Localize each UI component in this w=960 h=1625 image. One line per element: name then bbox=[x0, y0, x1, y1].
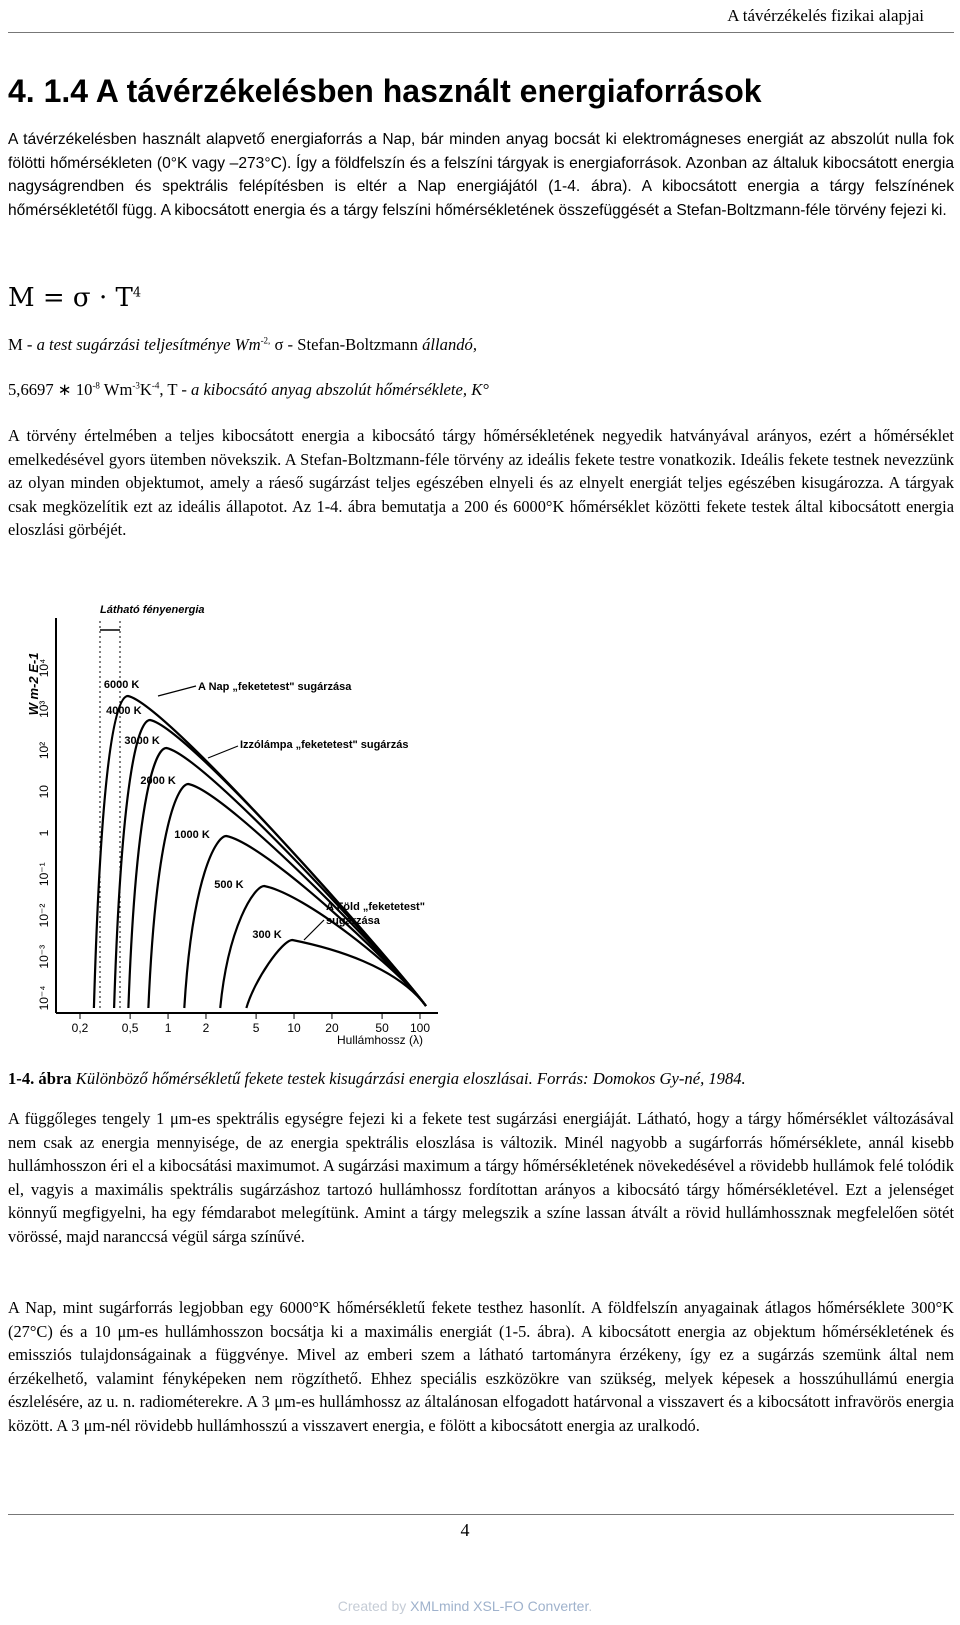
x-axis-label: Hullámhossz (λ) bbox=[336, 1033, 424, 1047]
footer-suffix: . bbox=[588, 1598, 593, 1614]
earth-annotation-line2: sugárzása bbox=[326, 915, 380, 927]
y-tick-label: 10² bbox=[37, 741, 51, 760]
generator-footer bbox=[0, 1598, 930, 1614]
y-tick-label: 10⁴ bbox=[37, 658, 51, 678]
curve-label: 1000 K bbox=[174, 829, 210, 841]
law-paragraph: A törvény értelmében a teljes kibocsátott energia a kibocsátó tárgy hőmérsékletének negyedik hatványával arányos, ezért a hőmérséklet emelkedésével gyors ütemben növekszik. A Stefan-Boltzmann-féle törvény az ideális fekete testre vonatkozik. Ideális fekete testnek nevezzünk az olyan minden objektumot, amely a ráeső sugárzást teljes egészében elnyeli és az elnyelt energiát teljes egészében kisugározza. A tárgyak csak megközelítik ezt az ideális állapotot. Az 1-4. ábra bemutatja a 200 és 6000°K hőmérséklet közötti fekete testek által kibocsátott energia eloszlási görbéjét. bbox=[8, 426, 954, 540]
stefan-boltzmann-formula bbox=[8, 283, 141, 313]
curve-label: 3000 K bbox=[124, 735, 160, 747]
visible-band-label: Látható fényenergia bbox=[100, 604, 205, 616]
m-description: a test sugárzási teljesítménye Wm bbox=[36, 335, 261, 354]
figure-caption-text: Különböző hőmérsékletű fekete testek kisugárzási energia eloszlásai. Forrás: Domokos Gy-né, 1984. bbox=[75, 1069, 746, 1088]
unit-w: Wm bbox=[99, 380, 133, 399]
formula-base: M = σ · T bbox=[8, 283, 133, 313]
curve-label: 6000 K bbox=[103, 679, 140, 691]
explanation-paragraph: A függőleges tengely 1 μm-es spektrális egységre fejezi ki a fekete test sugárzási energiáját. Látható, hogy a tárgy hőmérséklet változásával nem csak az energia mennyisége, de az energia spektrális eloszlása is változik. Minél nagyobb a sugárforrás hőmérséklete, annál kisebb hullámhosszon éri el a kibocsátási maximumot. A sugárzási maximum a tárgy hőmérsékletének növekedésével a rövidebb hullámok felé tolódik el, vagyis a maximális spektrális sugárzáshoz tartozó hullámhossz fordítottan arányos a kibocsátó tárgy hőmérsékletével. Ezt a jelenséget könnyű megfigyelni, ha egy fémdarabot melegítünk. Amint a tárgy melegszik a színe lassan átvált a rövid hullámhossznak megfelelően sötét vörössé, majd naranccsá végül sárga színűvé. bbox=[8, 1109, 954, 1246]
y-tick-labels bbox=[37, 659, 51, 1011]
section-heading: 4. 1.4 A távérzékelésben használt energiaforrások bbox=[8, 73, 762, 109]
t-symbol: , T - bbox=[159, 380, 191, 399]
x-tick-label: 50 bbox=[375, 1021, 389, 1035]
x-tick-label: 100 bbox=[409, 1021, 431, 1035]
curve-2000k bbox=[148, 784, 426, 1008]
x-tick-label: 0,2 bbox=[71, 1021, 89, 1035]
y-tick-label: 10⁻² bbox=[37, 903, 51, 928]
footer-brand-link[interactable]: XMLmind XSL-FO Converter bbox=[410, 1598, 589, 1614]
unit-w-exponent: -3 bbox=[132, 380, 140, 391]
header-rule bbox=[8, 32, 954, 33]
sigma-symbol: σ - Stefan-Boltzmann bbox=[270, 335, 423, 354]
curve-label: 4000 K bbox=[106, 705, 142, 717]
t-description: a kibocsátó anyag abszolút hőmérséklete, K° bbox=[191, 380, 489, 399]
footer-rule bbox=[8, 1514, 954, 1515]
x-tick-label: 2 bbox=[202, 1021, 210, 1035]
sun-annotation: A Nap „feketetest" sugárzása bbox=[198, 681, 352, 693]
earth-annotation-line1: A Föld „feketetest" bbox=[326, 901, 425, 913]
unit-k: K bbox=[139, 380, 152, 399]
y-tick-label: 10⁻⁴ bbox=[37, 985, 51, 1011]
x-tick-label: 20 bbox=[325, 1021, 339, 1035]
curve-label: 2000 K bbox=[140, 775, 176, 787]
y-tick-label: 10³ bbox=[37, 700, 51, 718]
curve-label: 500 K bbox=[214, 879, 244, 891]
running-header: A távérzékelés fizikai alapjai bbox=[727, 6, 924, 25]
sigma-description: állandó, bbox=[422, 335, 477, 354]
footer-prefix: Created by bbox=[337, 1598, 411, 1614]
page-number: 4 bbox=[460, 1520, 470, 1540]
y-tick-label: 10⁻³ bbox=[37, 944, 51, 969]
y-tick-label: 1 bbox=[37, 829, 51, 837]
definition-line-2 bbox=[8, 380, 489, 400]
x-tick-label: 10 bbox=[287, 1021, 301, 1035]
lamp-annotation-pointer bbox=[208, 746, 238, 758]
sigma-value: 5,6697 ∗ 10 bbox=[8, 380, 93, 399]
y-axis-label: W m-2 E-1 bbox=[26, 652, 41, 716]
y-tick-label: 10 bbox=[37, 785, 51, 799]
formula-exponent: 4 bbox=[132, 285, 142, 301]
sigma-exponent: -8 bbox=[92, 380, 100, 391]
x-tick-label: 0,5 bbox=[121, 1021, 139, 1035]
x-tick-labels bbox=[72, 1013, 431, 1035]
blackbody-radiation-figure bbox=[8, 588, 448, 1048]
m-unit-exponent: -2, bbox=[260, 335, 271, 346]
earth-annotation-pointer bbox=[304, 920, 324, 940]
lamp-annotation: Izzólámpa „feketetest" sugárzás bbox=[240, 739, 409, 751]
intro-paragraph: A távérzékelésben használt alapvető energiaforrás a Nap, bár minden anyag bocsát ki elektromágneses energiát az abszolút nulla fok fölötti hőmérsékleten (0°K vagy –273°C). Így a földfelszín és a felszíni tárgyak is energiaforrások. Azonban az általuk kibocsátott energia nagyságrendben és spektrális felépítésben is eltér a Nap energiájától (1-4. ábra). A kibocsátott energia a tárgy felszínének hőmérsékletétől függ. A kibocsátott energia és a tárgy felszíni hőmérsékletének összefüggését a Stefan-Boltzmann-féle törvény fejezi ki. bbox=[8, 131, 954, 219]
sun-annotation-pointer bbox=[158, 686, 196, 696]
curve-label: 300 K bbox=[252, 929, 282, 941]
figure-caption bbox=[8, 1069, 746, 1089]
sun-earth-paragraph: A Nap, mint sugárforrás legjobban egy 6000°K hőmérsékletű fekete testhez hasonlít. A földfelszín anyagainak átlagos hőmérséklete 300°K (27°C) és a 10 μm-es hullámhosszon bocsátja ki a maximális energiát (1-5. ábra). A kibocsátott energia az objektum hőmérsékletének és emissziós tulajdonságainak a függvénye. Mivel az emberi szem a látható tartományra érzékeny, így ez a sugárzás szemünk által nem érzékelhető, valamint fényképeken nem rögzíthető. Ehhez speciális eszközökre van szükség, melyek képesek a hosszúhullámú energia észlelésére, az u. n. radiométerekre. A 3 μm-es hullámhossz az általánosan elfogadott határvonal a visszavert és a kibocsátott infravörös energia között. A 3 μm-nél rövidebb hullámhosszú a visszavert energia, e fölött a kibocsátott energia az uralkodó. bbox=[8, 1298, 954, 1435]
definition-line-1 bbox=[8, 335, 477, 355]
blackbody-curves bbox=[94, 679, 426, 1008]
x-tick-label: 1 bbox=[164, 1021, 172, 1035]
figure-number: 1-4. ábra bbox=[8, 1069, 72, 1088]
unit-k-exponent: -4 bbox=[151, 380, 160, 391]
symbol-m: M - bbox=[8, 335, 37, 354]
x-tick-label: 5 bbox=[252, 1021, 260, 1035]
y-tick-label: 10⁻¹ bbox=[37, 862, 51, 887]
curve-1000k bbox=[184, 836, 426, 1008]
